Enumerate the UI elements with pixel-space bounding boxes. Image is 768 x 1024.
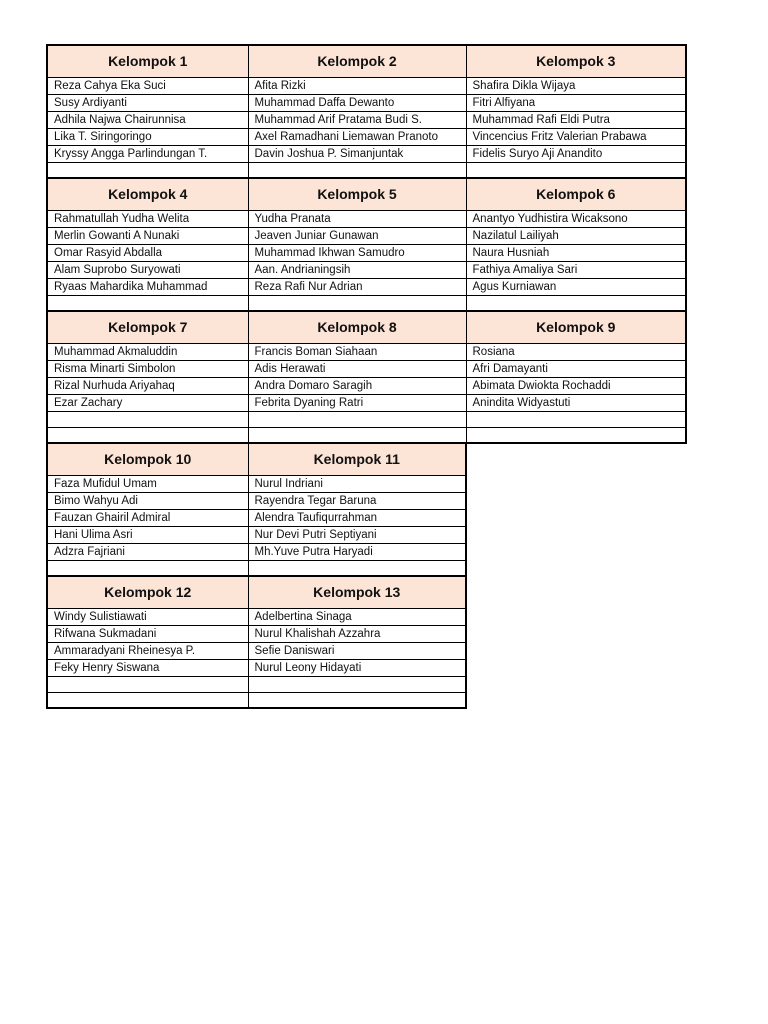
- group-title: Kelompok 11: [248, 443, 466, 475]
- member-name-cell: Vincencius Fritz Valerian Prabawa: [466, 128, 686, 145]
- empty-area: [466, 560, 686, 576]
- group-header-row: [47, 45, 686, 77]
- member-name-cell: Anindita Widyastuti: [466, 394, 686, 411]
- member-row: [47, 128, 686, 145]
- member-row: [47, 659, 686, 676]
- empty-area: [466, 543, 686, 560]
- member-name-cell: Francis Boman Siahaan: [248, 343, 466, 360]
- member-name-cell: Susy Ardiyanti: [47, 94, 248, 111]
- member-name-cell: Muhammad Arif Pratama Budi S.: [248, 111, 466, 128]
- member-name-cell: Davin Joshua P. Simanjuntak: [248, 145, 466, 162]
- group-roster-sheet: [46, 44, 687, 709]
- member-name-cell: Muhammad Akmaluddin: [47, 343, 248, 360]
- empty-area: [466, 659, 686, 676]
- member-row: [47, 343, 686, 360]
- member-name-cell: Shafira Dikla Wijaya: [466, 77, 686, 94]
- member-name-cell: Feky Henry Siswana: [47, 659, 248, 676]
- member-row: [47, 543, 686, 560]
- member-row: [47, 111, 686, 128]
- member-name-cell: [466, 295, 686, 311]
- empty-area: [466, 475, 686, 492]
- member-name-cell: Aan. Andrianingsih: [248, 261, 466, 278]
- member-row: [47, 676, 686, 692]
- group-title: Kelompok 4: [47, 178, 248, 210]
- member-name-cell: Ammaradyani Rheinesya P.: [47, 642, 248, 659]
- member-name-cell: Nurul Leony Hidayati: [248, 659, 466, 676]
- member-row: [47, 394, 686, 411]
- member-name-cell: Reza Rafi Nur Adrian: [248, 278, 466, 295]
- member-name-cell: Rizal Nurhuda Ariyahaq: [47, 377, 248, 394]
- member-name-cell: [47, 676, 248, 692]
- member-row: [47, 560, 686, 576]
- member-name-cell: Rosiana: [466, 343, 686, 360]
- member-name-cell: Rayendra Tegar Baruna: [248, 492, 466, 509]
- member-name-cell: Muhammad Ikhwan Samudro: [248, 244, 466, 261]
- member-row: [47, 244, 686, 261]
- member-name-cell: [248, 162, 466, 178]
- member-row: [47, 526, 686, 543]
- member-name-cell: [248, 295, 466, 311]
- group-header-row: [47, 311, 686, 343]
- member-name-cell: [248, 411, 466, 427]
- member-name-cell: Adis Herawati: [248, 360, 466, 377]
- member-name-cell: [248, 560, 466, 576]
- member-row: [47, 77, 686, 94]
- member-name-cell: Muhammad Daffa Dewanto: [248, 94, 466, 111]
- member-name-cell: Nurul Indriani: [248, 475, 466, 492]
- member-row: [47, 162, 686, 178]
- member-row: [47, 692, 686, 708]
- member-name-cell: Afita Rizki: [248, 77, 466, 94]
- member-name-cell: [47, 411, 248, 427]
- member-row: [47, 94, 686, 111]
- member-row: [47, 278, 686, 295]
- member-name-cell: Ryaas Mahardika Muhammad: [47, 278, 248, 295]
- member-name-cell: Faza Mufidul Umam: [47, 475, 248, 492]
- member-name-cell: Hani Ulima Asri: [47, 526, 248, 543]
- group-title: Kelompok 7: [47, 311, 248, 343]
- empty-area: [466, 526, 686, 543]
- member-row: [47, 261, 686, 278]
- member-name-cell: Windy Sulistiawati: [47, 608, 248, 625]
- member-name-cell: Axel Ramadhani Liemawan Pranoto: [248, 128, 466, 145]
- member-name-cell: [466, 427, 686, 443]
- member-row: [47, 427, 686, 443]
- member-name-cell: Afri Damayanti: [466, 360, 686, 377]
- empty-area: [466, 625, 686, 642]
- member-name-cell: Jeaven Juniar Gunawan: [248, 227, 466, 244]
- member-row: [47, 295, 686, 311]
- member-name-cell: Nur Devi Putri Septiyani: [248, 526, 466, 543]
- member-name-cell: Agus Kurniawan: [466, 278, 686, 295]
- member-row: [47, 411, 686, 427]
- member-row: [47, 475, 686, 492]
- member-row: [47, 509, 686, 526]
- member-name-cell: [47, 692, 248, 708]
- member-name-cell: Risma Minarti Simbolon: [47, 360, 248, 377]
- member-name-cell: Adhila Najwa Chairunnisa: [47, 111, 248, 128]
- group-header-row: [47, 443, 686, 475]
- empty-area: [466, 642, 686, 659]
- member-name-cell: [47, 162, 248, 178]
- member-name-cell: Fathiya Amaliya Sari: [466, 261, 686, 278]
- group-header-row: [47, 576, 686, 608]
- group-roster-table: [46, 44, 687, 709]
- empty-area: [466, 509, 686, 526]
- member-name-cell: Abimata Dwiokta Rochaddi: [466, 377, 686, 394]
- group-title: Kelompok 8: [248, 311, 466, 343]
- member-name-cell: Yudha Pranata: [248, 210, 466, 227]
- group-title: Kelompok 13: [248, 576, 466, 608]
- member-name-cell: [47, 427, 248, 443]
- member-name-cell: [466, 162, 686, 178]
- member-name-cell: Reza Cahya Eka Suci: [47, 77, 248, 94]
- member-row: [47, 377, 686, 394]
- member-name-cell: Mh.Yuve Putra Haryadi: [248, 543, 466, 560]
- member-name-cell: Alam Suprobo Suryowati: [47, 261, 248, 278]
- member-row: [47, 145, 686, 162]
- member-name-cell: Bimo Wahyu Adi: [47, 492, 248, 509]
- member-name-cell: Kryssy Angga Parlindungan T.: [47, 145, 248, 162]
- member-row: [47, 360, 686, 377]
- group-title: Kelompok 10: [47, 443, 248, 475]
- group-header-row: [47, 178, 686, 210]
- empty-area: [466, 576, 686, 608]
- empty-area: [466, 492, 686, 509]
- member-name-cell: Muhammad Rafi Eldi Putra: [466, 111, 686, 128]
- member-name-cell: Lika T. Siringoringo: [47, 128, 248, 145]
- member-name-cell: Alendra Taufiqurrahman: [248, 509, 466, 526]
- group-title: Kelompok 12: [47, 576, 248, 608]
- group-title: Kelompok 9: [466, 311, 686, 343]
- member-name-cell: Fitri Alfiyana: [466, 94, 686, 111]
- empty-area: [466, 608, 686, 625]
- member-name-cell: [248, 676, 466, 692]
- member-row: [47, 210, 686, 227]
- group-title: Kelompok 5: [248, 178, 466, 210]
- member-name-cell: Fidelis Suryo Aji Anandito: [466, 145, 686, 162]
- group-title: Kelompok 2: [248, 45, 466, 77]
- member-name-cell: Fauzan Ghairil Admiral: [47, 509, 248, 526]
- member-name-cell: [47, 560, 248, 576]
- member-name-cell: Nazilatul Lailiyah: [466, 227, 686, 244]
- group-title: Kelompok 6: [466, 178, 686, 210]
- member-row: [47, 625, 686, 642]
- member-name-cell: [248, 427, 466, 443]
- member-row: [47, 608, 686, 625]
- member-name-cell: Rahmatullah Yudha Welita: [47, 210, 248, 227]
- member-name-cell: Anantyo Yudhistira Wicaksono: [466, 210, 686, 227]
- member-row: [47, 492, 686, 509]
- member-name-cell: Rifwana Sukmadani: [47, 625, 248, 642]
- member-name-cell: Febrita Dyaning Ratri: [248, 394, 466, 411]
- member-name-cell: Nurul Khalishah Azzahra: [248, 625, 466, 642]
- member-name-cell: Omar Rasyid Abdalla: [47, 244, 248, 261]
- member-name-cell: Sefie Daniswari: [248, 642, 466, 659]
- empty-area: [466, 443, 686, 475]
- member-name-cell: Merlin Gowanti A Nunaki: [47, 227, 248, 244]
- member-name-cell: Naura Husniah: [466, 244, 686, 261]
- member-name-cell: [248, 692, 466, 708]
- member-name-cell: Andra Domaro Saragih: [248, 377, 466, 394]
- member-row: [47, 642, 686, 659]
- group-title: Kelompok 3: [466, 45, 686, 77]
- member-name-cell: Adelbertina Sinaga: [248, 608, 466, 625]
- group-title: Kelompok 1: [47, 45, 248, 77]
- member-name-cell: [47, 295, 248, 311]
- member-name-cell: Adzra Fajriani: [47, 543, 248, 560]
- member-name-cell: Ezar Zachary: [47, 394, 248, 411]
- empty-area: [466, 676, 686, 692]
- member-name-cell: [466, 411, 686, 427]
- member-row: [47, 227, 686, 244]
- empty-area: [466, 692, 686, 708]
